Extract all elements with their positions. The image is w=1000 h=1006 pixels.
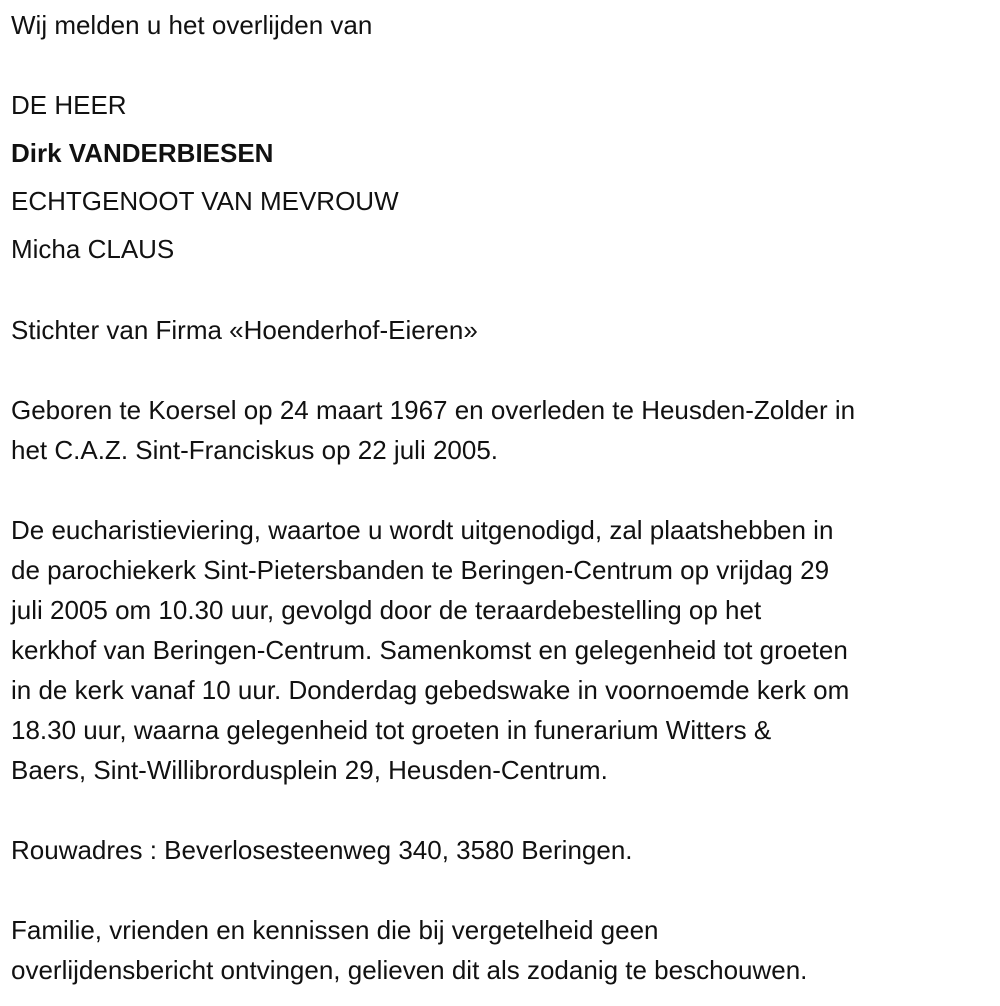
- ceremony-line: juli 2005 om 10.30 uur, gevolgd door de teraardebestelling op het: [11, 595, 762, 625]
- ceremony-line: 18.30 uur, waarna gelegenheid tot groeten in funerarium Witters &: [11, 715, 772, 745]
- ceremony-line: Baers, Sint-Willibrordusplein 29, Heusden-Centrum.: [11, 755, 608, 785]
- ceremony-line: de parochiekerk Sint-Pietersbanden te Beringen-Centrum op vrijdag 29: [11, 555, 830, 585]
- ceremony-line: De eucharistieviering, waartoe u wordt uitgenodigd, zal plaatshebben in: [11, 515, 834, 545]
- mourning-address: Rouwadres : Beverlosesteenweg 340, 3580 Beringen.: [11, 835, 633, 865]
- closing-line: overlijdensbericht ontvingen, gelieven dit als zodanig te beschouwen.: [11, 955, 808, 985]
- ceremony-line: in de kerk vanaf 10 uur. Donderdag gebedswake in voornoemde kerk om: [11, 675, 850, 705]
- spouse-name: Micha CLAUS: [11, 234, 175, 264]
- deceased-name: Dirk VANDERBIESEN: [11, 138, 274, 168]
- founder-text: Stichter van Firma «Hoenderhof-Eieren»: [11, 315, 478, 345]
- closing-line: Familie, vrienden en kennissen die bij vergetelheid geen: [11, 915, 659, 945]
- birth-death-line: het C.A.Z. Sint-Franciskus op 22 juli 2005.: [11, 435, 499, 465]
- birth-death-line: Geboren te Koersel op 24 maart 1967 en overleden te Heusden-Zolder in: [11, 395, 856, 425]
- deceased-title: DE HEER: [11, 90, 127, 120]
- spouse-label: ECHTGENOOT VAN MEVROUW: [11, 186, 399, 216]
- intro-text: Wij melden u het overlijden van: [11, 10, 373, 40]
- ceremony-line: kerkhof van Beringen-Centrum. Samenkomst en gelegenheid tot groeten: [11, 635, 848, 665]
